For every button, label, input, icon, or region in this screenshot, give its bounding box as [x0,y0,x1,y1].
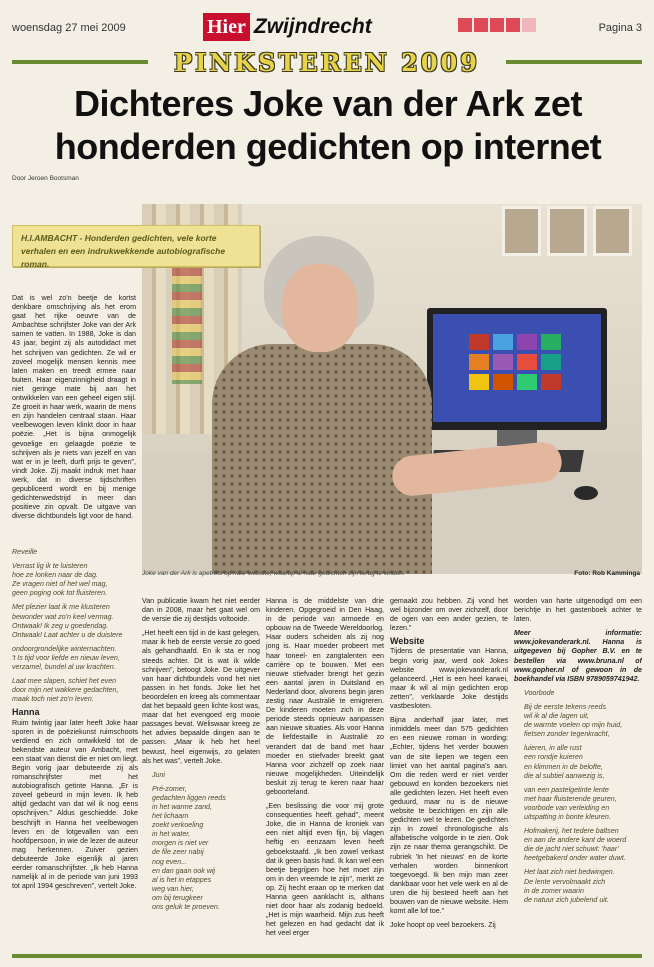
poem-line: Met plezier laat ik me klusteren [12,603,110,612]
poem-line: maak toch niet zo'n leven. [12,695,94,704]
poem-line: Bij de eerste tekens reeds [524,702,607,711]
poem-line: en dan gaan ook wij [152,866,216,875]
col5-paragraph-1: worden van harte uitgenodigd om een berichtje in het gastenboek achter te laten. [514,597,642,624]
col4-paragraph-1: gemaakt zou hebben. Zij vond het wel bijzonder om over zichzelf, door de ogen van een ander gezien, te lezen." [390,597,508,633]
section-rule-right [506,60,642,64]
logo-hier: Hier [203,13,250,41]
poem-line: hoe ze lonken naar de dag. [12,571,98,580]
poem-line: 't Is tijd voor liefde en nieuw leven, [12,653,120,662]
poem-line: het lichaam [152,812,189,821]
poem-line: weg van hier, [152,884,194,893]
poem-line: door mijn net wakkere gedachten, [12,686,119,695]
poem-line: ondoorgrondelijke winternachten. [12,644,117,653]
col4-paragraph-3: Bijna anderhalf jaar later, met inmiddels meer dan 575 gedichten en een nieuwe roman in wording: „Echter, tijdens het verder bouwen van de site liepen we tegen een limiet van het aantal pagina's aan. Om die reden werd er niet verder gebouwd en konden bezoekers niet alle gedichten lezen. Het heeft even geduurd, maar nu is de nieuwe website te bezichtigen en zijn alle gedichten wel te lezen. De gedichten zijn in zowel chronologische als alfabetische volgorde in te zien. Ook zijn ze naar thema gerangschikt. De rubriek 'In het nieuws' en de korte verhalen worden binnenkort toegevoegd. Ik ben mijn man zeer dankbaar voor het vele werk en al de uren die hij besteed heeft aan het bouwen van de nieuwe website. Hem komt alle lof toe." [390,716,508,916]
poem-line: bewonder wat zo'n keel vermag. [12,612,114,621]
poem-line: luieren, in alle rust [524,744,582,753]
poem-line: Het laat zich niet bedwingen. [524,868,615,877]
computer-monitor [427,308,607,430]
poem-line: verzamel, bundel al uw krachten. [12,663,116,672]
page-number: Pagina 3 [598,22,642,34]
poem-line: de natuur zich jubelend uit. [524,895,609,904]
more-info: Meer informatie: www.jokevanderark.nl. Hanna is uitgegeven bij Gopher B.V. en te bestellen via www.bruna.nl of www.gopher.nl of gewoon in de boekhandel via ISBN 9789059741942. [514,629,642,683]
poem-line: Hofmakerij, het tedere baltsen [524,827,619,836]
subheading-website: Website [390,636,425,647]
poem-line: nog even... [152,857,188,866]
masthead [0,0,654,46]
poem-line: gedachten liggen reeds [152,793,226,802]
poem-line: in het water, [152,830,191,839]
poem-title-voorbode: Voorbode [524,688,555,697]
publication-date: woensdag 27 mei 2009 [12,22,126,34]
poem-juni [142,785,260,912]
poem-line: met haar fluisterende geuren, [524,794,617,803]
computer-mouse [574,486,598,500]
section-banner [0,48,654,78]
column-4 [390,597,508,949]
poem-line: geen poging ook tot fluisteren. [12,589,108,598]
bottom-rule [12,954,642,958]
poem-line: en klimmen in de belofte, [524,762,603,771]
poem-line: die de jacht niet schuwt: 'haar' [524,845,619,854]
poem-line: om bij terugkeer [152,893,203,902]
column-3 [266,597,384,949]
column-1-bottom [12,548,138,948]
poem-line: uitspatting in bonte kleuren. [524,812,611,821]
col3-paragraph-2: „Een beslissing die voor mij grote consequenties heeft gehad", meent Joke, die in Hanna de kroniek van een niet altijd even fijn, bij vlagen heftig en eenzaam leven heeft geboekstaafd. „Ik ben zowel verkast dat ik geen basis had. Ik kan wel een beetje begrijpen hoe het moet zijn om in den vreemde te zijn", merkt ze op. Zij hecht eraan op te merken dat Hanna geen aanklacht is, althans niet door haar als zodanig bedoeld. „Het is mijn waarheid. Mijn zus heeft het gelezen en had gedacht dat ik het veel erger [266,802,384,938]
column-1-top [12,294,136,544]
poem-title-reveille: Reveille [12,548,38,556]
poem-line: en aan de andere kant de woerd [524,836,627,845]
poem-line: de warmte voelen op mijn huid, [524,721,623,730]
poem-line: van een pastelgetinte lente [524,785,609,794]
website-tiles [469,334,569,390]
subheading-hanna: Hanna [12,707,40,718]
poem-line: voorbode van verleiding en [524,803,610,812]
poem-line: zoekt verkoeling [152,821,204,830]
col1-paragraph-2: Ruim twintig jaar later heeft Joke haar sporen in de poëziekunst ruimschoots verdiend en zich ontwikkeld tot de bekendste auteur van Ambacht, met een staat van dienst die er niet om liegt. Begin vorig jaar debuteerde zij als romanschrijfster met het autobiografisch getinte Hanna. „Er is zoveel gebeurd in mijn leven. Ik heb altijd gedacht van dat wil ik nog eens opschrijven." Aldus geschiedde. Joke beschrijft in Hanna het veelbewogen leven en de lotgevallen van een hoofdpersoon, in wie de lezer de auteur mag herkennen. Zuiver gezien debuteerde Joke eigenlijk al jaren eerder romanschrijfster. „Ik heb Hanna namelijk al in de periode van juni 1993 tot april 1994 geschreven", vertelt Joke. [12,718,138,891]
poem-line: Ze vragen niet of het wel mag, [12,580,108,589]
col3-paragraph-1: Hanna is de middelste van drie kinderen. Opgegroeid in Den Haag, in de periode van armoede en opbouw na de Tweede Wereldoorlog. Haar ouders scheiden als zij nog jong is. Haar moeder probeert met haar toneel- en zangtalenten een carrière op te bouwen. Met een nieuwe stiefvader brengt het gezin een aantal jaren in Duitsland en Nederland door, alvorens begin jaren zestig naar Australië te emigreren. De kinderen moeten zich in deze periode steeds opnieuw aanpassen aan nieuwe situaties. Als voor Hanna de liefdestaille in Australië zo verandert dat de band met haar moeder en stiefvader breekt gaat Hanna voor zichzelf op zoek naar nieuwe mogelijkheden. Uiteindelijk besluit zij terug te keren naar haar geboorteland. [266,597,384,796]
col2-paragraph-2: „Het heeft een tijd in de kast gelegen, maar ik heb de eerste versie zo goed als gehandhaafd. En ik sta er nog steeds achter. Dit is wat ik wilde schrijven", betoogt Joke. De uitgever van haar dichtbundels vond het niet passen in het fonds. Joke liet het beoordelen en kreeg als commentaar dat het bepaald geen lichte kost was, maar dat het evengoed erg mooie passages bevat. Weliswaar kreeg ze het advies bepaalde dingen aan te passen. „Maar ik heb het heel bewust, heel eigenwijs, zo gelaten als het was", vertelt Joke. [142,629,260,765]
decorative-blocks [458,18,536,32]
poem-line: in het warme zand, [152,802,212,811]
photo-frames [502,206,632,256]
poem-line: heetgebakerd onder water duwt. [524,854,626,863]
monitor-screen [433,314,601,422]
poem-line: in de zomer waarin [524,886,584,895]
poem-line: een rondje kuieren [524,753,583,762]
section-rule-left [12,60,148,64]
logo-name: Zwijndrecht [253,15,372,38]
woman-face [282,264,358,352]
poem-line: fietsen zonder tegenkracht, [524,730,610,739]
poem-line: morgen is niet ver [152,839,209,848]
poem-line: Ontwaak! Laat achter u de duistere [12,630,123,639]
photo-caption: Joke van der Ark is apetrots op haar website, waarop al haar gedichten zijn terug te vinden. [142,570,405,577]
intro-box: H.I.AMBACHT - Honderden gedichten, vele korte verhalen en een indrukwekkende autobiografische roman. [12,225,260,267]
poem-line: al is het in etappes [152,875,212,884]
newspaper-logo[interactable] [203,12,372,42]
col2-paragraph-1: Van publicatie kwam het niet eerder dan in 2008, maar het gaat wel om de versie die zij destijds voltooide. [142,597,260,624]
poem-line: die al subtiel aanwezig is, [524,771,605,780]
byline: Door Jeroen Bootsman [12,175,79,182]
col4-paragraph-2: Tijdens de presentatie van Hanna, begin vorig jaar, werd ook Jokes website www.jokevanderark.nl gelanceerd. „Het is een heel karwei, maar ik wil al mijn gedichten erop zetten", verklaarde Joke destijds vastbesloten. [390,647,508,711]
headline: Dichteres Joke van der Ark zet honderden gedichten op internet [54,83,602,167]
column-2 [142,597,260,949]
col4-paragraph-4: Joke hoopt op veel bezoekers. Zij [390,921,496,930]
poem-reveille [12,562,138,704]
poem-line: De lente vervolmaakt zich [524,877,606,886]
poem-line: ons geluk te proeven. [152,903,220,911]
poem-line: Laat mee slapen, schiet het even [12,677,117,686]
poem-line: Pré-zomer, [152,784,187,793]
poem-line: Verrast lig ik te luisteren [12,562,88,571]
col1-paragraph-1: Dat is wel zo'n beetje de kortst denkbare omschrijving als het erom gaat het rijke oeuvre van de Ambachtse schrijfster Joke van der Ark samen te vatten. In 1988, Joke is dan 43 jaar, begint zij als autodidact met het schrijven van gedichten. Ze wil er zoveel mogelijk mensen kennis mee laten maken en treedt ermee naar buiten. Haar eigenzinnigheid draagt in niet geringe mate bij aan het ontwikkelen van een geheel eigen stijl. Ze groeit in haar werk, waarin de mens en zijn handelen centraal staan. Haar veelbewogen leven klinkt door in haar poëzie. „Het is bijna onmogelijk gevoelige en gelaagde poëzie te schrijven als je niets van jezelf en van wat er in je leeft, durft prijs te geven", vindt Joke. Zij maakt indruk met haar werk, dat in diverse tijdschriften gepubliceerd wordt en bij menige gedichtenwedstrijd in meer dan positieve zin opvalt. De uitgave van diverse dichtbundels ligt voor de hand. [12,294,136,521]
poem-title-juni: Juni [152,770,166,779]
photo-credit: Foto: Rob Kamminga [574,570,640,577]
poem-line: wil ik al die lagen uit, [524,712,590,721]
column-5 [514,597,642,949]
poem-line: Ontwaak! Ik zeg u goedendag. [12,621,109,630]
poem-line: de file zeer nabij [152,848,204,857]
poem-voorbode [514,703,642,905]
section-title: PINKSTEREN 2009 [174,48,480,77]
